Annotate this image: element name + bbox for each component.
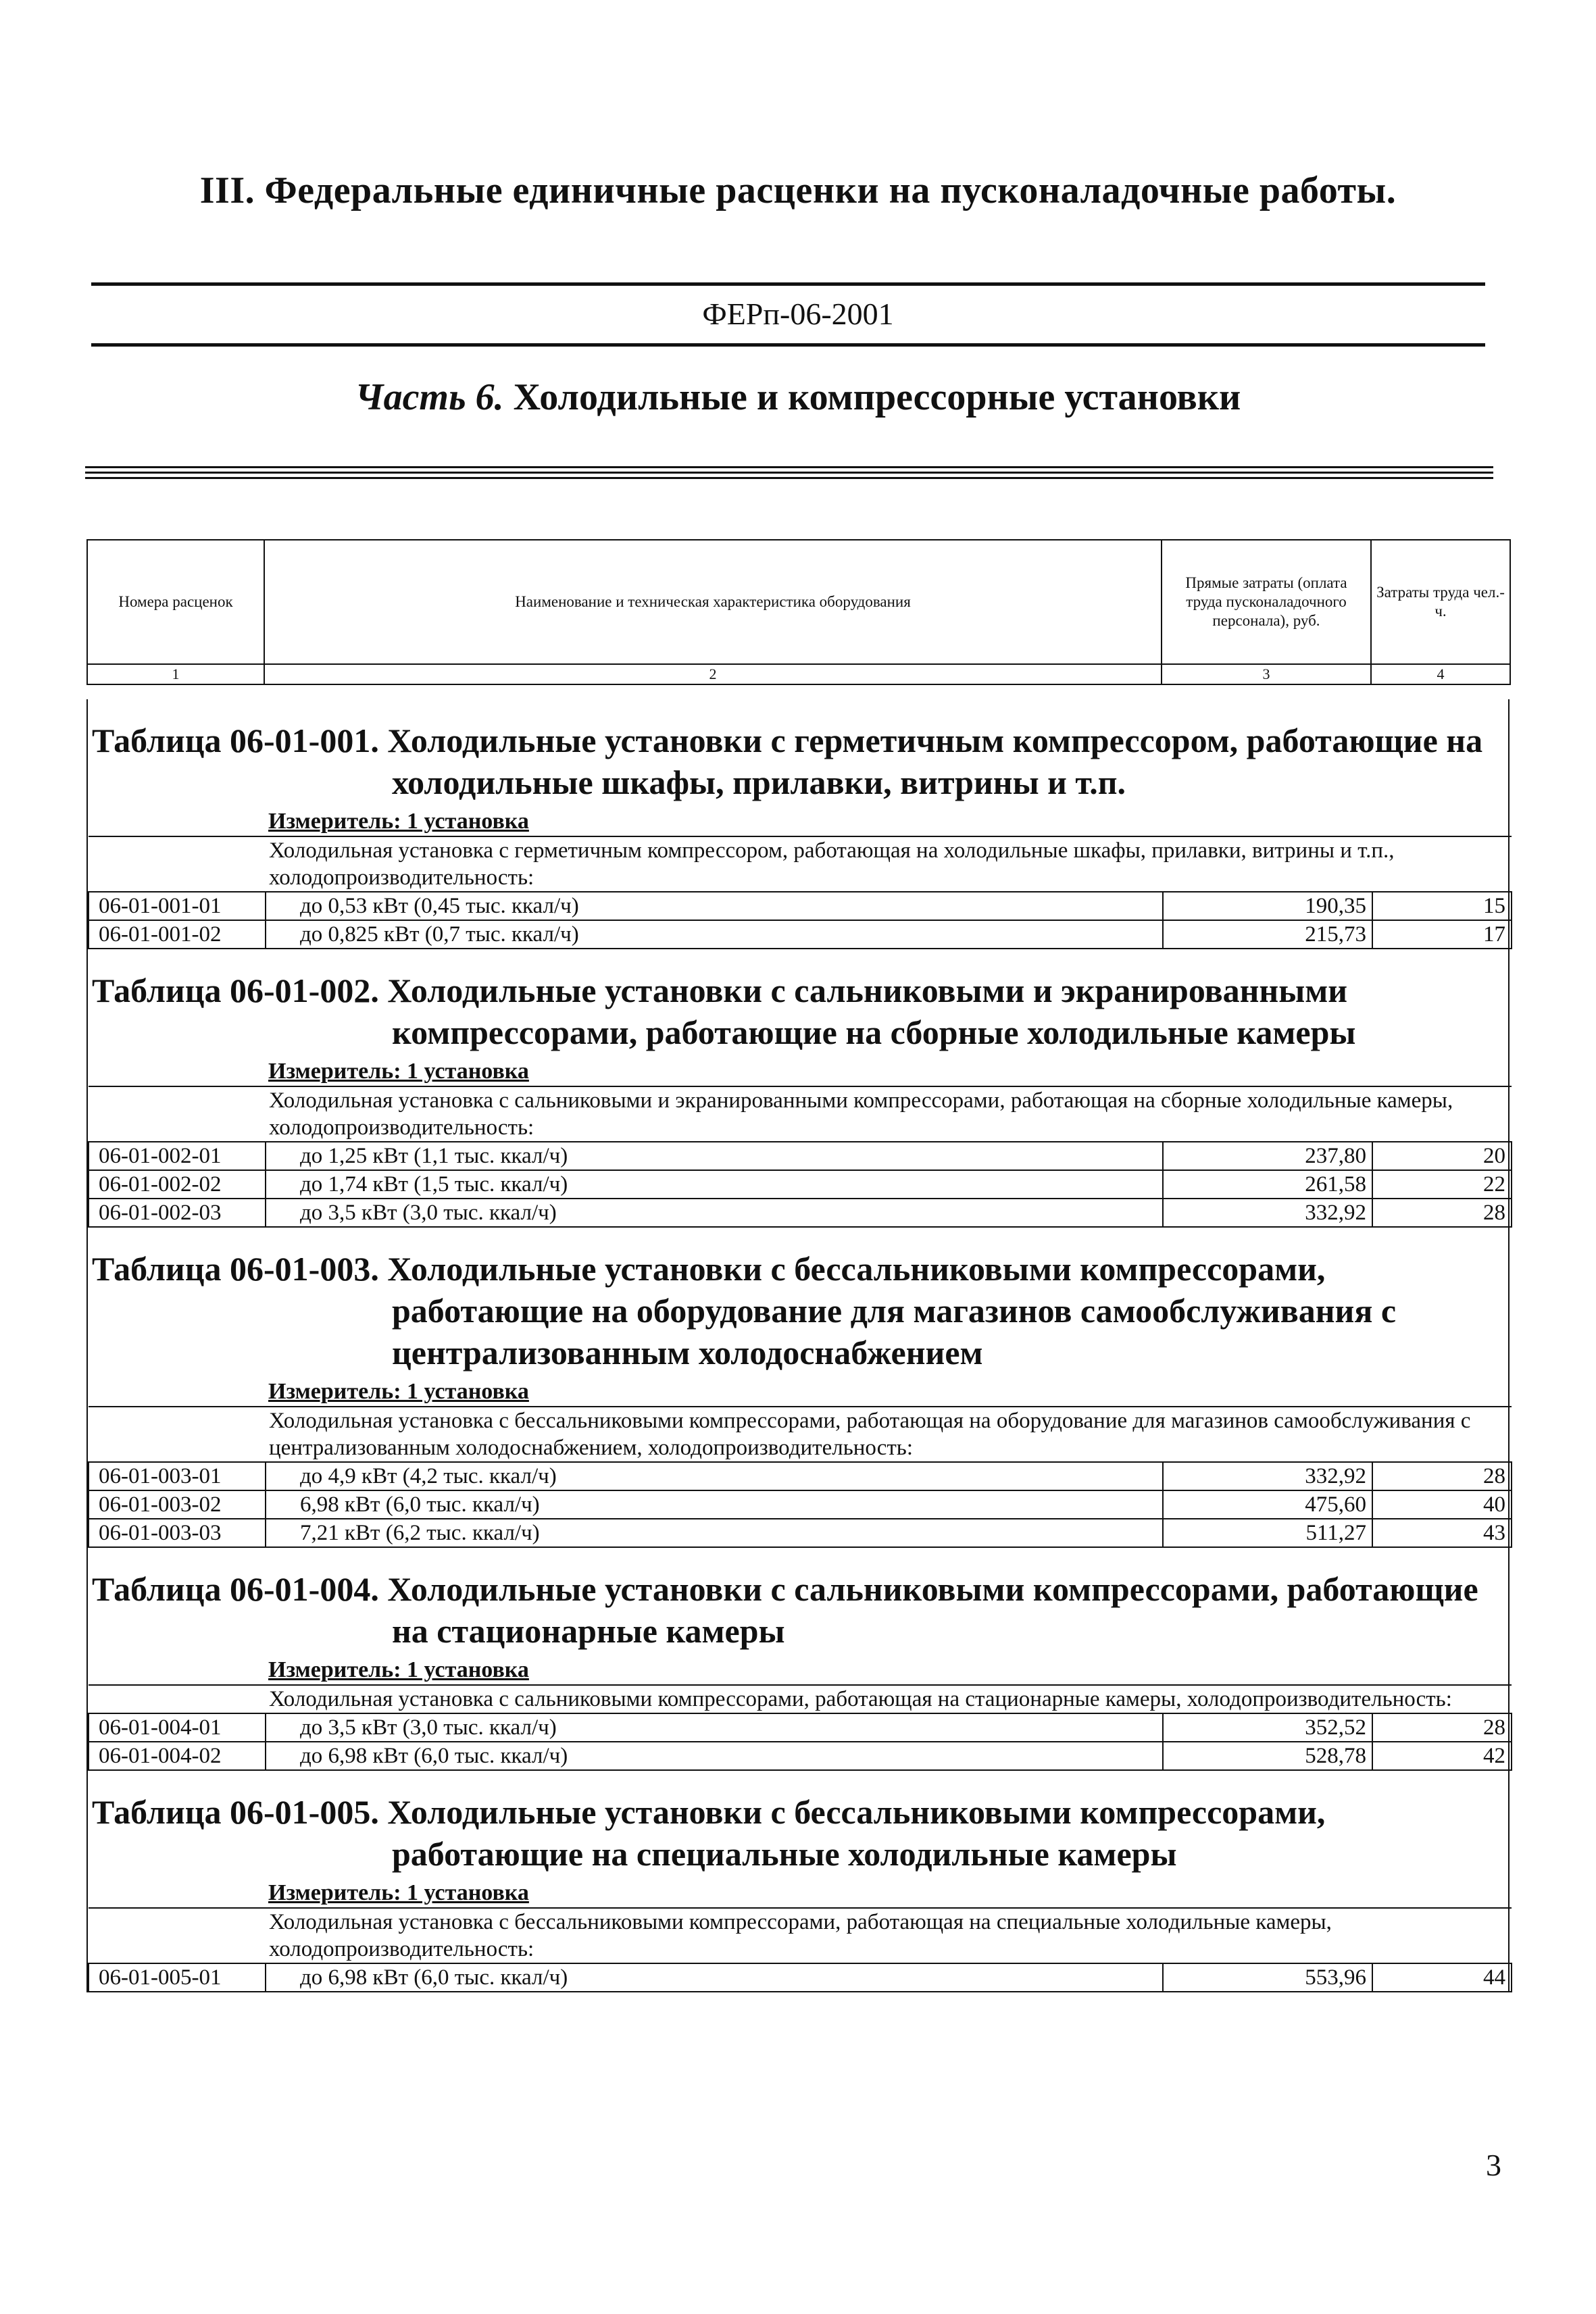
rate-code: 06-01-002-03	[89, 1199, 266, 1227]
table-row	[89, 1742, 1512, 1770]
part-heading	[0, 376, 1596, 419]
rate-name: до 1,74 кВт (1,5 тыс. ккал/ч)	[266, 1170, 1163, 1199]
rate-code: 06-01-002-02	[89, 1170, 266, 1199]
table-description: Холодильная установка с сальниковыми и экранированными компрессорами, работающая на сборные холодильные камеры, холодопроизводительность:	[89, 1086, 1512, 1142]
table-description-row	[89, 1685, 1512, 1713]
rate-labor: 20	[1372, 1142, 1512, 1170]
rate-cost: 261,58	[1163, 1170, 1372, 1199]
rate-table-block	[86, 1771, 1510, 1992]
part-rule-2	[85, 472, 1493, 474]
part-title: Холодильные и компрессорные установки	[513, 376, 1241, 418]
rate-labor: 28	[1372, 1199, 1512, 1227]
table-title	[88, 720, 1508, 803]
rate-name: до 1,25 кВт (1,1 тыс. ккал/ч)	[266, 1142, 1163, 1170]
rate-name: до 6,98 кВт (6,0 тыс. ккал/ч)	[266, 1742, 1163, 1770]
table-title-text: Холодильные установки с сальниковыми и экранированными компрессорами, работающие на сборные холодильные камеры	[387, 972, 1356, 1051]
rate-grid	[88, 1086, 1512, 1228]
rate-cost: 528,78	[1163, 1742, 1372, 1770]
table-row	[89, 1519, 1512, 1547]
top-rule	[91, 282, 1485, 286]
rate-name: до 0,825 кВт (0,7 тыс. ккал/ч)	[266, 920, 1163, 949]
table-row	[89, 1462, 1512, 1490]
rate-code: 06-01-005-01	[89, 1963, 266, 1992]
table-row	[89, 1963, 1512, 1992]
rate-cost: 237,80	[1163, 1142, 1372, 1170]
table-meter: Измеритель: 1 установка	[268, 1657, 529, 1682]
rate-name: 6,98 кВт (6,0 тыс. ккал/ч)	[266, 1490, 1163, 1519]
rate-labor: 44	[1372, 1963, 1512, 1992]
rate-cost: 553,96	[1163, 1963, 1372, 1992]
header-num-4: 4	[1371, 664, 1510, 684]
rate-cost: 332,92	[1163, 1462, 1372, 1490]
rate-table-block	[86, 699, 1510, 949]
rate-cost: 352,52	[1163, 1713, 1372, 1742]
rate-table-block	[86, 1548, 1510, 1771]
rate-code: 06-01-003-03	[89, 1519, 266, 1547]
table-title	[88, 970, 1508, 1053]
table-description: Холодильная установка с сальниковыми компрессорами, работающая на стационарные камеры, холодопроизводительность:	[89, 1685, 1512, 1713]
header-num-3: 3	[1162, 664, 1371, 684]
rate-labor: 28	[1372, 1713, 1512, 1742]
table-label: Таблица 06-01-003.	[92, 1250, 379, 1288]
part-label: Часть 6.	[355, 376, 504, 418]
table-row	[89, 892, 1512, 920]
table-title-text: Холодильные установки с сальниковыми компрессорами, работающие на стационарные камеры	[387, 1570, 1478, 1650]
header-col-name: Наименование и техническая характеристика оборудования	[264, 540, 1162, 664]
rate-code: 06-01-001-02	[89, 920, 266, 949]
table-row	[89, 920, 1512, 949]
rate-labor: 28	[1372, 1462, 1512, 1490]
table-label: Таблица 06-01-004.	[92, 1570, 379, 1608]
rate-grid	[88, 1684, 1512, 1771]
table-meter: Измеритель: 1 установка	[268, 1880, 529, 1905]
rate-cost: 190,35	[1163, 892, 1372, 920]
section-title: III. Федеральные единичные расценки на пусконаладочные работы.	[199, 170, 1397, 211]
rate-code: 06-01-003-01	[89, 1462, 266, 1490]
rate-labor: 17	[1372, 920, 1512, 949]
rate-labor: 40	[1372, 1490, 1512, 1519]
rate-labor: 42	[1372, 1742, 1512, 1770]
table-row	[89, 1142, 1512, 1170]
table-description: Холодильная установка с герметичным компрессором, работающая на холодильные шкафы, прилавки, витрины и т.п., холодопроизводительность:	[89, 836, 1512, 892]
page-number: 3	[1486, 2148, 1501, 2182]
table-row	[89, 1170, 1512, 1199]
table-title-text: Холодильные установки с бессальниковыми компрессорами, работающие на специальные холодильные камеры	[387, 1793, 1326, 1873]
rate-code: 06-01-004-02	[89, 1742, 266, 1770]
header-num-2: 2	[264, 664, 1162, 684]
rate-grid	[88, 836, 1512, 949]
table-title	[88, 1568, 1508, 1652]
table-row	[89, 1713, 1512, 1742]
header-num-1: 1	[87, 664, 264, 684]
rate-code: 06-01-003-02	[89, 1490, 266, 1519]
rate-table-block	[86, 1228, 1510, 1548]
table-description: Холодильная установка с бессальниковыми компрессорами, работающая на специальные холодильные камеры, холодопроизводительность:	[89, 1908, 1512, 1963]
table-meter: Измеритель: 1 установка	[268, 1059, 529, 1084]
table-description: Холодильная установка с бессальниковыми компрессорами, работающая на оборудование для магазинов самообслуживания с централизованным холодоснабжением, холодопроизводительность:	[89, 1407, 1512, 1462]
header-col-cost: Прямые затраты (оплата труда пусконаладочного персонала), руб.	[1162, 540, 1371, 664]
rate-labor: 15	[1372, 892, 1512, 920]
table-description-row	[89, 1407, 1512, 1462]
document-code: ФЕРп-06-2001	[702, 297, 894, 331]
table-description-row	[89, 836, 1512, 892]
table-row	[89, 1199, 1512, 1227]
table-label: Таблица 06-01-005.	[92, 1793, 379, 1831]
part-rule-3	[85, 477, 1493, 479]
rate-name: до 6,98 кВт (6,0 тыс. ккал/ч)	[266, 1963, 1163, 1992]
table-title-text: Холодильные установки с герметичным компрессором, работающие на холодильные шкафы, прилавки, витрины и т.п.	[387, 722, 1483, 801]
rate-name: до 4,9 кВт (4,2 тыс. ккал/ч)	[266, 1462, 1163, 1490]
rate-code: 06-01-001-01	[89, 892, 266, 920]
rate-code: 06-01-004-01	[89, 1713, 266, 1742]
rate-labor: 22	[1372, 1170, 1512, 1199]
code-rule	[91, 343, 1485, 347]
rate-tables	[86, 699, 1510, 1992]
rate-grid	[88, 1907, 1512, 1992]
table-row	[89, 1490, 1512, 1519]
table-description-row	[89, 1086, 1512, 1142]
header-col-codes: Номера расценок	[87, 540, 264, 664]
rate-labor: 43	[1372, 1519, 1512, 1547]
rate-cost: 475,60	[1163, 1490, 1372, 1519]
table-description-row	[89, 1908, 1512, 1963]
rate-code: 06-01-002-01	[89, 1142, 266, 1170]
table-meter: Измеритель: 1 установка	[268, 1379, 529, 1404]
table-label: Таблица 06-01-002.	[92, 972, 379, 1009]
rate-cost: 332,92	[1163, 1199, 1372, 1227]
rate-name: до 3,5 кВт (3,0 тыс. ккал/ч)	[266, 1713, 1163, 1742]
rate-name: до 3,5 кВт (3,0 тыс. ккал/ч)	[266, 1199, 1163, 1227]
part-rule-1	[85, 466, 1493, 468]
table-title	[88, 1248, 1508, 1374]
rate-cost: 215,73	[1163, 920, 1372, 949]
rate-name: 7,21 кВт (6,2 тыс. ккал/ч)	[266, 1519, 1163, 1547]
rate-grid	[88, 1406, 1512, 1548]
table-title-text: Холодильные установки с бессальниковыми компрессорами, работающие на оборудование для магазинов самообслуживания с централизованным холодоснабжением	[387, 1250, 1397, 1372]
header-col-labor: Затраты труда чел.-ч.	[1371, 540, 1510, 664]
table-title	[88, 1791, 1508, 1875]
table-label: Таблица 06-01-001.	[92, 722, 379, 759]
table-meter: Измеритель: 1 установка	[268, 809, 529, 834]
rate-cost: 511,27	[1163, 1519, 1372, 1547]
column-header-table	[86, 539, 1511, 685]
rate-table-block	[86, 949, 1510, 1228]
rate-name: до 0,53 кВт (0,45 тыс. ккал/ч)	[266, 892, 1163, 920]
